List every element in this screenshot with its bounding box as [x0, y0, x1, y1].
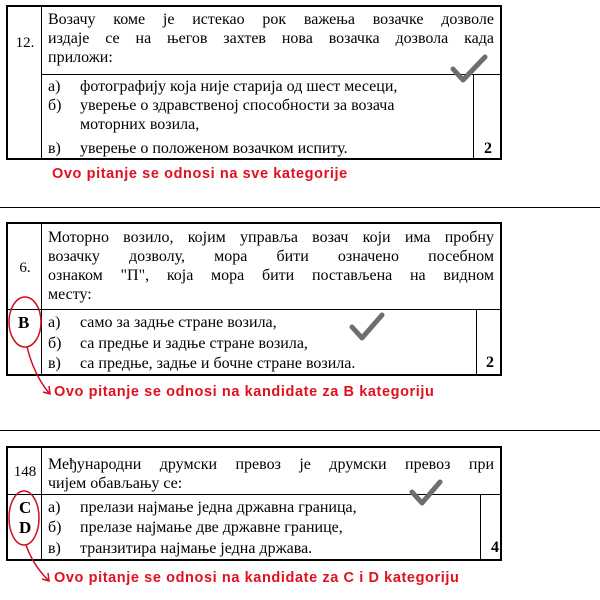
- answer-label: в): [48, 140, 61, 157]
- answer-text: транзитира најмање једна држава.: [80, 540, 313, 557]
- question-text-line: Међународни друмски превоз је друмски превоз при: [48, 456, 494, 473]
- answer-text-continuation: моторних возила,: [80, 116, 200, 133]
- question-text-line: Моторно возило, којим управља возач који има пробну: [48, 229, 494, 246]
- checkmark-icon: [453, 57, 485, 80]
- answer-text: уверење о здравственој способности за возача: [80, 97, 395, 114]
- question-text-line: месту:: [48, 286, 92, 303]
- points-value: 2: [484, 140, 492, 157]
- answer-text: прелазе најмање две државне границе,: [80, 519, 343, 536]
- points-value: 4: [491, 539, 499, 556]
- category-note: Ovo pitanje se odnosi na kandidate za C i D kategoriju: [54, 570, 460, 586]
- checkmark-icon: [352, 315, 382, 338]
- answer-label: а): [48, 314, 61, 331]
- question-number: 148: [13, 464, 37, 480]
- question-text-line: Возачу коме је истекао рок важења возачке дозволе: [48, 11, 494, 28]
- category-letter-c: C: [19, 498, 32, 517]
- points-value: 2: [486, 354, 494, 371]
- category-circle: [9, 491, 39, 545]
- answer-text: са предње, задње и бочне стране возила.: [80, 355, 356, 372]
- question-text-line: чијем обављању се:: [48, 475, 183, 492]
- category-note: Ovo pitanje se odnosi na kandidate za B kategoriju: [54, 384, 435, 400]
- answer-label: б): [48, 519, 62, 536]
- pointer-arrow: [27, 347, 49, 393]
- answer-label: а): [48, 78, 61, 95]
- answer-text: само за задње стране возила,: [80, 314, 277, 331]
- category-letter-d: D: [19, 518, 32, 537]
- question-text-line: ознаком "П", која мора бити постављена на видном: [48, 267, 494, 284]
- question-number: 6.: [19, 260, 31, 276]
- answer-text: уверење о положеном возачком испиту.: [80, 140, 348, 157]
- category-circle: [9, 297, 41, 347]
- answer-label: а): [48, 499, 61, 516]
- checkmark-icon: [412, 482, 440, 503]
- answer-label: б): [48, 335, 62, 352]
- answer-text: фотографију која није старија од шест месеци,: [80, 78, 398, 95]
- answer-text: са предње и задње стране возила,: [80, 335, 308, 352]
- answer-label: в): [48, 355, 61, 372]
- answer-label: в): [48, 540, 61, 557]
- question-text-line: возачку дозволу, мора бити означено посебном: [48, 248, 494, 265]
- pointer-arrow: [26, 545, 48, 580]
- category-letter-b: B: [18, 313, 30, 332]
- question-text-line: издаје се на његов захтев нова возачка дозвола када: [48, 30, 494, 47]
- category-note: Ovo pitanje se odnosi na sve kategorije: [52, 166, 348, 182]
- answer-label: б): [48, 97, 62, 114]
- question-text-line: приложи:: [48, 49, 113, 66]
- answer-text: прелази најмање једна државна граница,: [80, 499, 357, 516]
- question-number: 12.: [15, 35, 35, 51]
